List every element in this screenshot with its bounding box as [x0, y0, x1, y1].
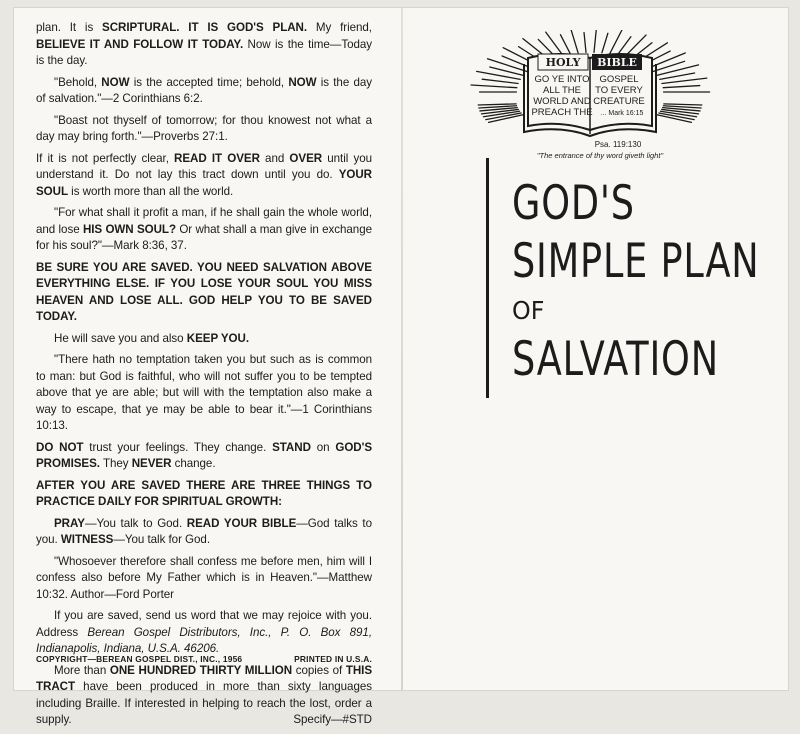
paragraph: If it is not perfectly clear, READ IT OVER and OVER until you understand it. Do not lay this tract down until you do. YOUR SOUL is worth more than all the world. — [36, 151, 372, 198]
page-left-line: WORLD AND — [533, 96, 591, 107]
title-line: SIMPLE PLAN — [512, 234, 760, 289]
scripture-quote: "There hath no temptation taken you but such as is common to man: but God is faithful, who will not suffer you to be tempted above that ye are able; but will with the temptation also make a way to escape, that ye may be able to bear it."—1 Corinthians 10:13. — [36, 353, 372, 432]
title-line: GOD'S — [512, 176, 635, 231]
page-right-line: ... Mark 16:15 — [600, 110, 644, 117]
paragraph: PRAY—You talk to God. READ YOUR BIBLE—God talks to you. WITNESS—You talk for God. — [36, 516, 372, 546]
emblem-caption: "The entrance of thy word giveth light" — [536, 151, 664, 160]
printed-text: PRINTED IN U.S.A. — [294, 654, 372, 664]
paragraph: DO NOT trust your feelings. They change. STAND on GOD'S PROMISES. They NEVER change. — [36, 440, 373, 470]
light-ray — [560, 35, 570, 54]
title-line: SALVATION — [512, 332, 719, 387]
light-ray — [571, 30, 578, 53]
left-panel — [36, 20, 372, 734]
specify-code: Specify—#STD — [293, 713, 372, 726]
light-ray — [662, 78, 707, 83]
light-ray — [488, 59, 527, 72]
light-ray — [663, 86, 700, 88]
bible-label: BIBLE — [597, 56, 637, 69]
bible-emblem-icon — [468, 30, 712, 170]
scripture-quote: "For what shall it profit a man, if he shall gain the whole world, and lose HIS OWN SOUL? Or what shall a man give in exchange for his soul?"—Mark 8:36, 37. — [36, 206, 372, 252]
page-title — [512, 175, 800, 389]
title-rule — [486, 158, 489, 398]
page-left-line: ALL THE — [542, 85, 582, 96]
paragraph: If you are saved, send us word that we may rejoice with you. Address Berean Gospel Distributors, Inc., P. O. Box 891, Indianapolis, Indiana, U.S.A. 46206. — [36, 609, 372, 655]
holy-label: HOLY — [545, 56, 581, 69]
light-ray — [594, 30, 596, 52]
copyright-text: COPYRIGHT—BEREAN GOSPEL DIST., INC., 1956 — [36, 654, 243, 664]
paragraph: More than ONE HUNDRED THIRTY MILLION copies of THIS TRACT have been produced in more than sixty languages including Braille. If interested in helping to reach the lost, order a supply. Specify—#STD — [36, 663, 372, 729]
paragraph: plan. It is SCRIPTURAL. IT IS GOD'S PLAN. My friend, BELIEVE IT AND FOLLOW IT TODAY. Now is the time—Today is the day. — [36, 21, 373, 67]
footer — [36, 654, 372, 664]
light-ray — [478, 104, 516, 105]
fold-line — [401, 8, 403, 690]
page-right-line: GOSPEL — [599, 74, 639, 85]
page-left-line: GO YE INTO — [534, 74, 590, 85]
page-right-line: TO EVERY — [595, 85, 643, 96]
page-left-line: PREACH THE — [531, 107, 593, 118]
scripture-quote: "Whosoever therefore shall confess me before men, him will I confess also before My Father which is in Heaven."—Matthew 10:32. Author—Ford Porter — [36, 554, 372, 601]
scripture-quote: "Behold, NOW is the accepted time; behold, NOW is the day of salvation."—2 Corinthians 6:2. — [36, 75, 372, 105]
light-ray — [482, 79, 518, 83]
page-right-line: CREATURE — [593, 96, 645, 107]
paragraph: He will save you and also KEEP YOU. — [54, 331, 250, 345]
bold-paragraph: AFTER YOU ARE SAVED THERE ARE THREE THINGS TO PRACTICE DAILY FOR SPIRITUAL GROWTH: — [36, 478, 372, 508]
light-ray — [602, 33, 608, 53]
light-ray — [664, 104, 702, 105]
title-line: OF — [512, 296, 545, 325]
scripture-quote: "Boast not thyself of tomorrow; for thou knowest not what a day may bring forth."—Proverbs 27:1. — [36, 113, 372, 143]
light-ray — [471, 85, 517, 88]
psalm-reference: Psa. 119:130 — [594, 140, 642, 149]
bold-paragraph: BE SURE YOU ARE SAVED. YOU NEED SALVATION ABOVE EVERYTHING ELSE. IF YOU LOSE YOUR SOUL YOU MISS HEAVEN AND LOSE ALL. GOD HELP YOU TO BE SAVED TODAY. — [36, 260, 372, 323]
light-ray — [584, 33, 586, 53]
light-ray — [649, 53, 686, 68]
